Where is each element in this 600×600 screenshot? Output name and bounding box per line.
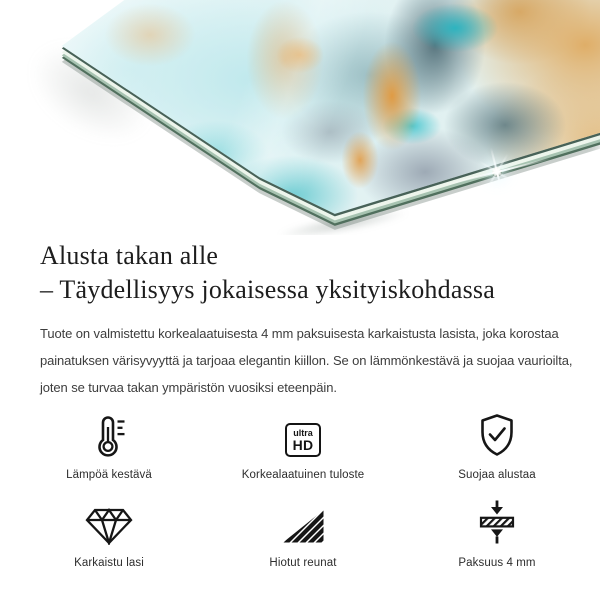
- uhd-badge-top: ultra: [293, 427, 313, 438]
- thickness-icon: [477, 499, 517, 545]
- shield-check-icon: [477, 411, 517, 457]
- features-grid: [12, 411, 594, 569]
- feature-label: Paksuus 4 mm: [458, 557, 536, 569]
- product-photo: [0, 0, 600, 235]
- feature-item-ultra-hd: [206, 411, 400, 481]
- feature-item-heat-resistant: [12, 411, 206, 481]
- title-line-2: – Täydellisyys jokaisessa yksityiskohdassa: [40, 275, 495, 304]
- feature-label: Korkealaatuinen tuloste: [241, 469, 365, 481]
- page-title: [40, 239, 560, 307]
- description-section: [0, 239, 600, 401]
- feature-item-protects-surface: [400, 411, 594, 481]
- ultra-hd-icon: [285, 411, 321, 457]
- feature-item-tempered-glass: [12, 499, 206, 569]
- feature-label: Hiotut reunat: [269, 557, 337, 569]
- feature-label: Lämpöä kestävä: [66, 469, 152, 481]
- section-description: Tuote on valmistettu korkealaatuisesta 4 mm paksuisesta karkaistusta lasista, joka korostaa painatuksen värisyvyyttä ja tarjoaa elegantin kiillon. Se on lämmönkestävä ja suojaa vaurioilta, joten se turvaa takan ympäristön vuosiksi eteenpäin.: [40, 326, 573, 395]
- uhd-badge-bottom: HD: [292, 436, 314, 453]
- polished-edges-icon: [280, 499, 326, 545]
- thermometer-icon: [90, 411, 128, 457]
- feature-item-thickness: [400, 499, 594, 569]
- title-line-1: Alusta takan alle: [40, 241, 219, 270]
- diamond-icon: [85, 499, 133, 545]
- feature-label: Karkaistu lasi: [74, 557, 144, 569]
- feature-item-polished-edges: [206, 499, 400, 569]
- feature-label: Suojaa alustaa: [458, 469, 536, 481]
